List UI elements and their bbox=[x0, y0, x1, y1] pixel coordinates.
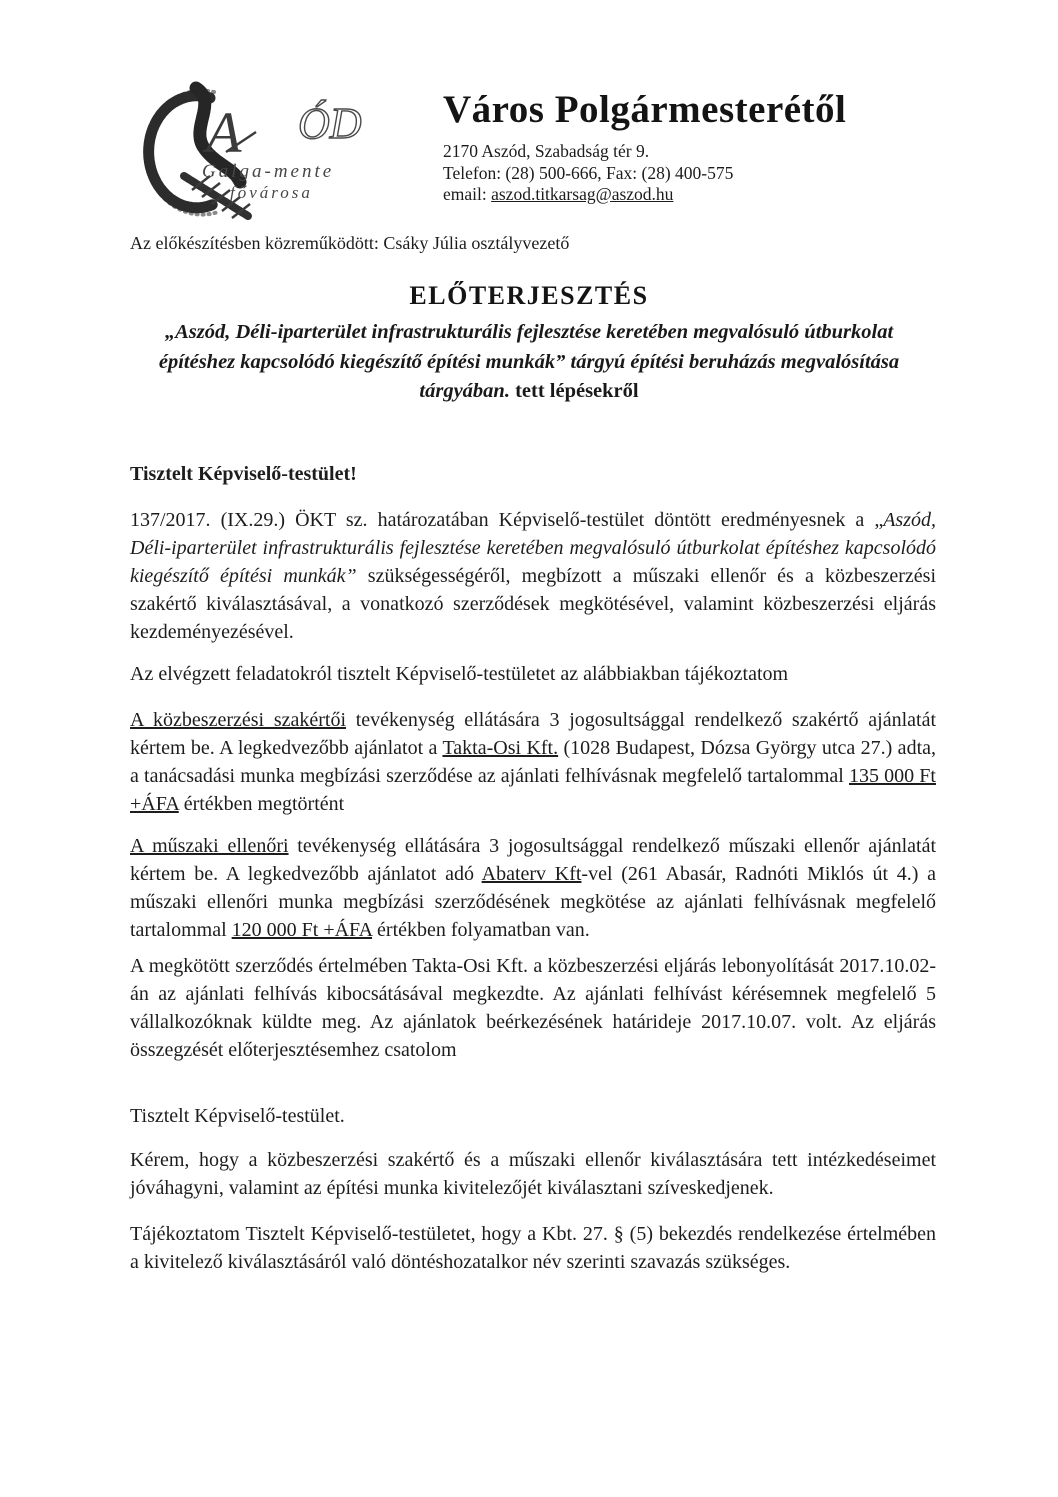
paragraph-contract-progress: A megkötött szerződés értelmében Takta-Osi Kft. a közbeszerzési eljárás lebonyolítását 2017.10.02-án az ajánlati felhívás kibocsátásával megkezdte. Az ajánlati felhívást kérésemnek megfelelő 5 vállalkozóknak küldte meg. Az ajánlatok beérkezésének határideje 2017.10.07. volt. Az eljárás összegzését előterjesztésemhez csatolom bbox=[130, 955, 936, 1061]
logo-script-line2: fővárosa bbox=[230, 183, 313, 202]
office-title: Város Polgármesterétől bbox=[443, 88, 847, 131]
city-logo bbox=[126, 80, 431, 240]
subject-line: tárgyában. tett lépésekről bbox=[419, 380, 639, 402]
salutation-closing: Tisztelt Képviselő-testület. bbox=[130, 1105, 345, 1127]
subject-line: „Aszód, Déli-iparterület infrastrukturális fejlesztése keretében megvalósuló útburkolat bbox=[164, 321, 894, 343]
paragraph-voting-info: Tájékoztatom Tisztelt Képviselő-testületet, hogy a Kbt. 27. § (5) bekezdés rendelkezése értelmében a kivitelező kiválasztásáról való döntéshozatalkor név szerinti szavazás szükséges. bbox=[130, 1223, 936, 1273]
subject-line: építéshez kapcsolódó kiegészítő építési munkák” tárgyú építési beruházás megvalósítása bbox=[158, 350, 900, 373]
office-address: 2170 Aszód, Szabadság tér 9. bbox=[443, 141, 650, 161]
paragraph-procurement-expert: A közbeszerzési szakértői tevékenység ellátására 3 jogosultsággal rendelkező szakértő ajánlatát kértem be. A legkedvezőbb ajánlatot a Takta-Osi Kft. (1028 Budapest, Dózsa György utca 27.) adta, a tanácsadási munka megbízási szerződése az ajánlati felhívásnak megfelelő tartalommal 135 000 Ft +ÁFA értékben megtörtént bbox=[130, 709, 937, 815]
logo-letter-a: A bbox=[206, 100, 242, 165]
paragraph-technical-inspector: A műszaki ellenőri tevékenység ellátására 3 jogosultsággal rendelkező műszaki ellenőr ajánlatát kértem be. A legkedvezőbb ajánlatot adó Abaterv Kft-vel (261 Abasár, Radnóti Miklós út 4.) a műszaki ellenőri munka megbízási szerződésének megkötése az ajánlati felhívásnak megfelelő tartalommal 120 000 Ft +ÁFA értékben folyamatban van. bbox=[130, 835, 937, 941]
office-phone-fax: Telefon: (28) 500-666, Fax: (28) 400-575 bbox=[443, 162, 734, 183]
paragraph-tasks-intro: Az elvégzett feladatokról tisztelt Képviselő-testületet az alábbiakban tájékoztatom bbox=[130, 663, 789, 685]
document-title-block bbox=[124, 281, 934, 407]
document-body bbox=[130, 460, 936, 1276]
document-title: ELŐTERJESZTÉS bbox=[409, 281, 649, 310]
paragraph-approval-request: Kérem, hogy a közbeszerzési szakértő és a műszaki ellenőr kiválasztására tett intézkedéseimet jóváhagyni, valamint az építési munka kivitelezőjét kiválasztani szíveskedjenek. bbox=[130, 1149, 936, 1199]
paragraph-council-decision: 137/2017. (IX.29.) ÖKT sz. határozatában Képviselő-testület döntött eredményesnek a „Aszód, Déli-iparterület infrastrukturális fejlesztése keretében megvalósuló útburkolat építéshez kapcsolódó kiegészítő építési munkák” szükségességéről, megbízott a műszaki ellenőr és a közbeszerzési szakértő kiválasztásával, a vonatkozó szerződések megkötésével, valamint közbeszerzési eljárás kezdeményezésével. bbox=[130, 509, 936, 643]
office-contact-block bbox=[443, 141, 943, 206]
logo-letters-od: ÓD bbox=[298, 99, 362, 148]
prepared-by-line: Az előkészítésben közreműködött: Csáky Júlia osztályvezető bbox=[130, 233, 570, 253]
letterhead bbox=[443, 88, 943, 206]
office-email-row bbox=[443, 184, 943, 206]
email-address: aszod.titkarsag@aszod.hu bbox=[491, 184, 674, 204]
logo-script-line1: Galga-mente bbox=[202, 161, 335, 182]
email-label: email: bbox=[443, 184, 492, 204]
document-subject bbox=[124, 318, 934, 407]
salutation-opening: Tisztelt Képviselő-testület! bbox=[130, 463, 357, 485]
